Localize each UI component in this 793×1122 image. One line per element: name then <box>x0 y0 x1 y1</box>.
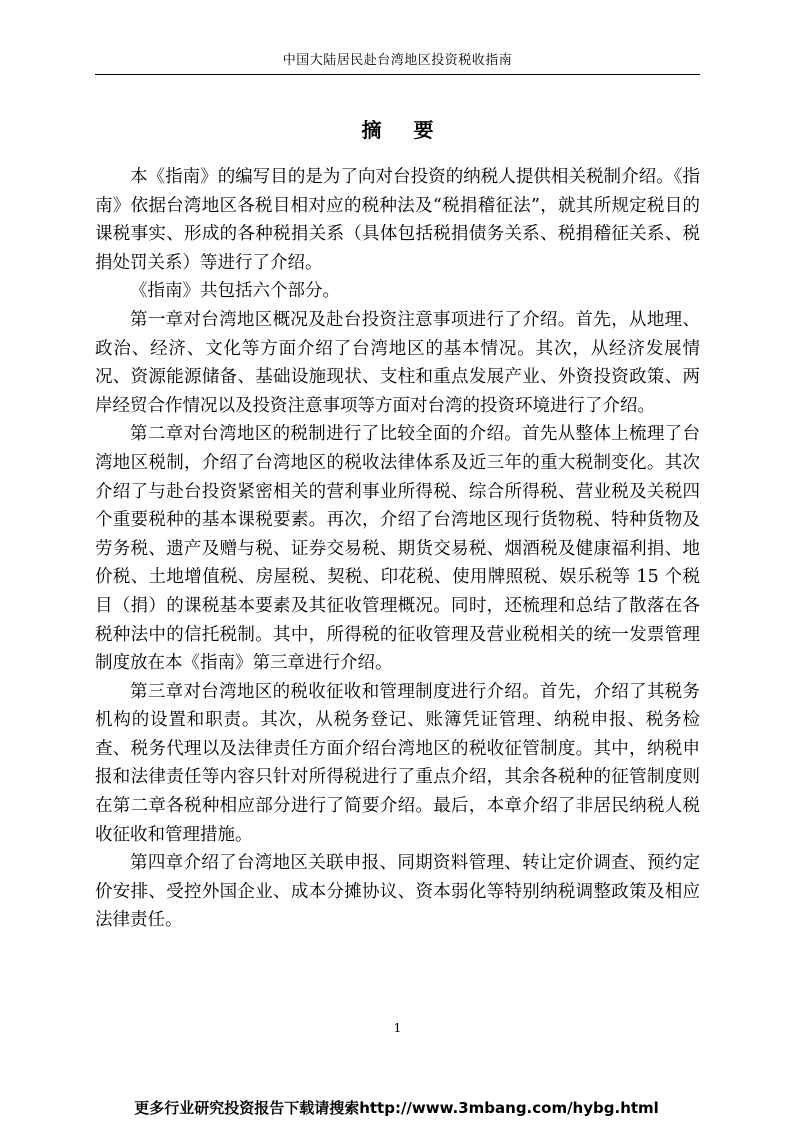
page-number: 1 <box>393 1021 402 1035</box>
paragraph: 第二章对台湾地区的税制进行了比较全面的介绍。首先从整体上梳理了台湾地区税制，介绍了台湾地区的税收法律体系及近三年的重大税制变化。其次介绍了与赴台投资紧密相关的营利事业所得税、综合所得税、营业税及关税四个重要税种的基本课税要素。再次，介绍了台湾地区现行货物税、特种货物及劳务税、遗产及赠与税、证券交易税、期货交易税、烟酒税及健康福利捐、地价税、土地增值税、房屋税、契税、印花税、使用牌照税、娱乐税等 15 个税目（捐）的课税基本要素及其征收管理概况。同时，还梳理和总结了散落在各税种法中的信托税制。其中，所得税的征收管理及营业税相关的统一发票管理制度放在本《指南》第三章进行介绍。 <box>95 424 700 674</box>
paragraph: 《指南》共包括六个部分。 <box>130 281 340 302</box>
paragraph: 第一章对台湾地区概况及赴台投资注意事项进行了介绍。首先，从地理、政治、经济、文化等方面介绍了台湾地区的基本情况。其次，从经济发展情况、资源能源储备、基础设施现状、支柱和重点发展产业、外资投资政策、两岸经贸合作情况以及投资注意事项等方面对台湾的投资环境进行了介绍。 <box>95 309 700 416</box>
paragraph: 第四章介绍了台湾地区关联申报、同期资料管理、转让定价调查、预约定价安排、受控外国企业、成本分摊协议、资本弱化等特别纳税调整政策及相应法律责任。 <box>95 853 700 931</box>
paragraph: 本《指南》的编写目的是为了向对台投资的纳税人提供相关税制介绍。《指南》依据台湾地区各税目相对应的税种法及“税捐稽征法”，就其所规定税目的课税事实、形成的各种税捐关系（具体包括税捐债务关系、税捐稽征关系、税捐处罚关系）等进行了介绍。 <box>95 167 700 273</box>
footer-download-link[interactable]: 更多行业研究投资报告下载请搜索http://www.3mbang.com/hybg.html <box>134 1099 659 1117</box>
paragraph: 第三章对台湾地区的税收征收和管理制度进行介绍。首先，介绍了其税务机构的设置和职责。其次，从税务登记、账簿凭证管理、纳税申报、税务检查、税务代理以及法律责任方面介绍台湾地区的税收征管制度。其中，纳税申报和法律责任等内容只针对所得税进行了重点介绍，其余各税种的征管制度则在第二章各税种相应部分进行了简要介绍。最后，本章介绍了非居民纳税人税收征收和管理措施。 <box>95 681 700 845</box>
header-divider <box>95 74 700 75</box>
page-title: 摘要 <box>361 118 466 142</box>
running-header: 中国大陆居民赴台湾地区投资税收指南 <box>282 53 513 68</box>
document-body <box>95 163 700 935</box>
